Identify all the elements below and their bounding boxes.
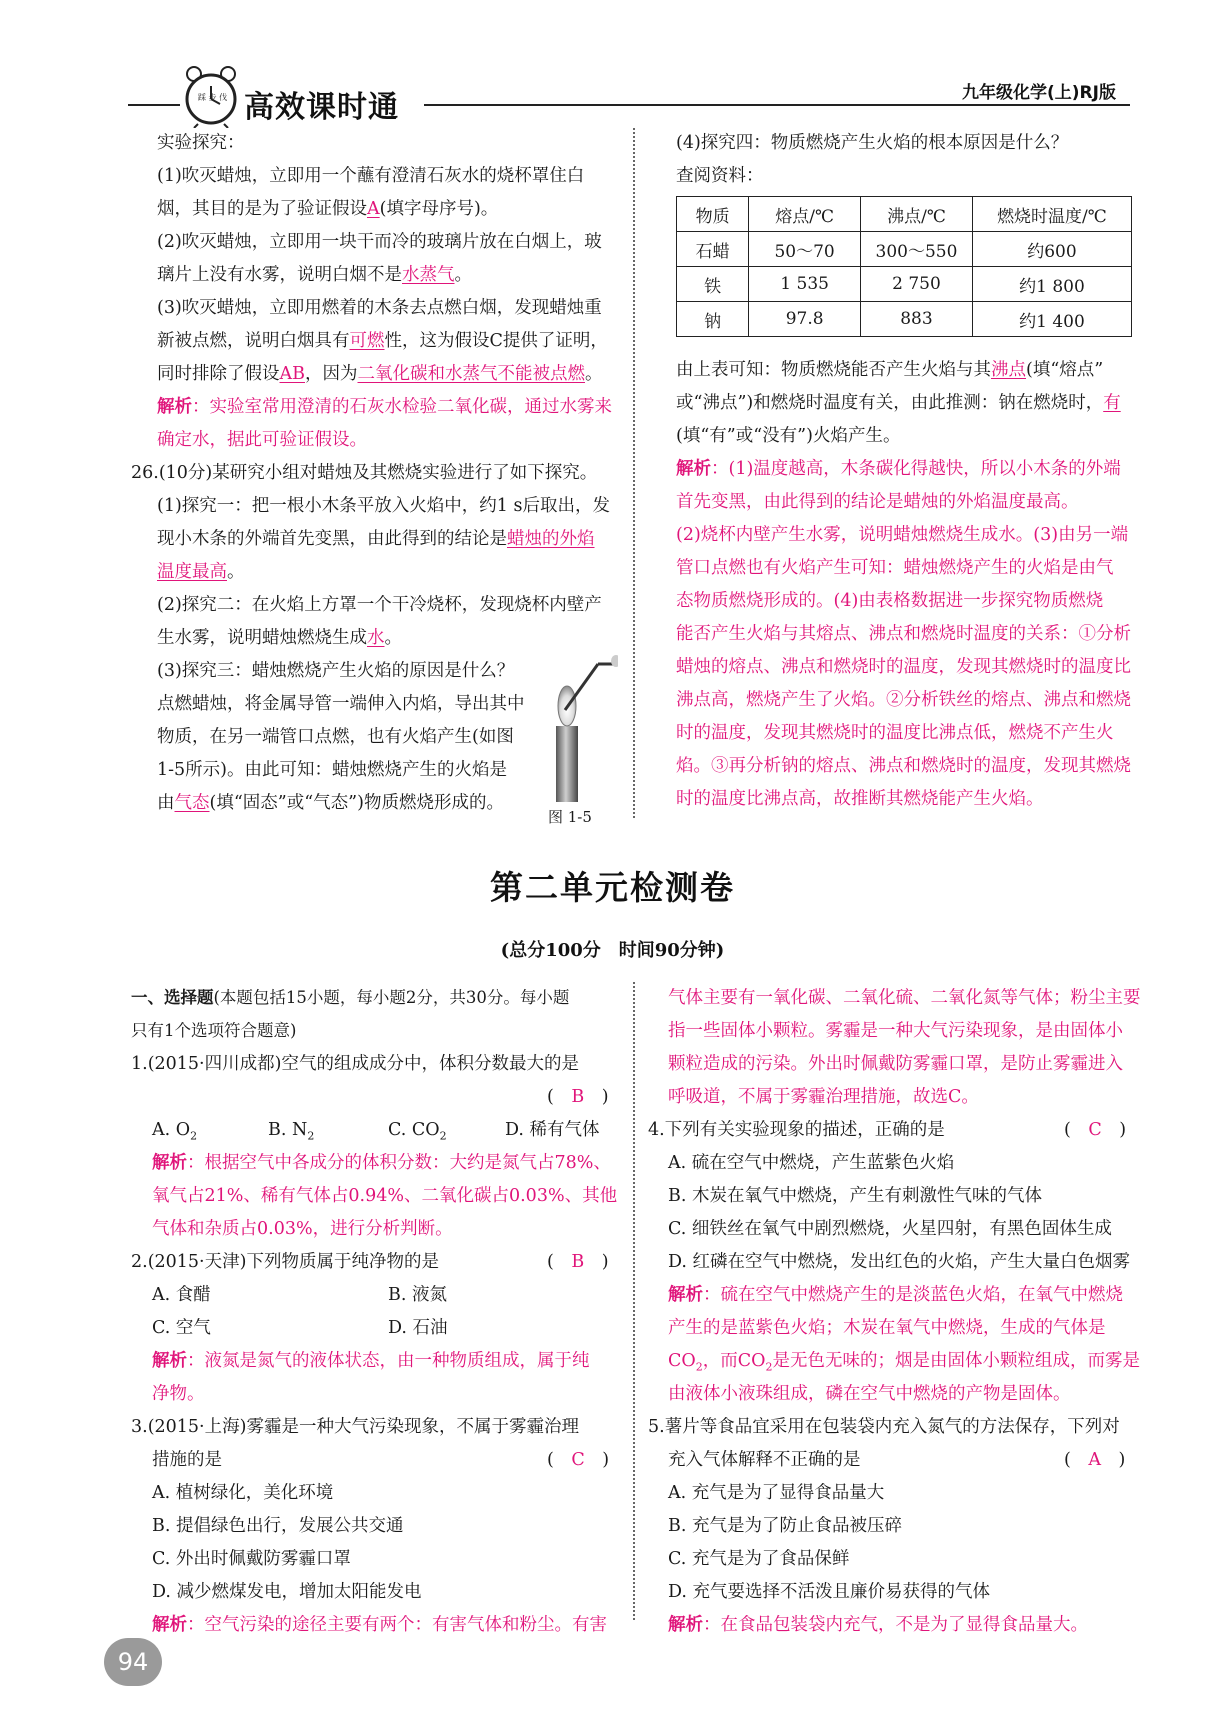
subscript: 2 [439, 1129, 447, 1143]
answer-fill: 蜡烛的外焰 [507, 529, 595, 549]
table-cell: 约1 400 [972, 302, 1131, 337]
answer-letter: A [1088, 1450, 1101, 1470]
question-4-stem: 4.下列有关实验现象的描述，正确的是 [648, 1120, 945, 1140]
option-d: D. 稀有气体 [505, 1120, 600, 1140]
analysis-label: 解析 [152, 1153, 187, 1173]
option-c [388, 1118, 447, 1149]
table-cell: 约600 [972, 232, 1131, 267]
table-header-cell: 沸点/℃ [861, 197, 973, 232]
header-line-left [128, 104, 180, 106]
analysis-label: 解析 [668, 1615, 703, 1635]
answer-fill: 有 [1103, 393, 1121, 413]
table-header-row [677, 197, 1132, 232]
text-line: (1)吹灭蜡烛，立即用一个蘸有澄清石灰水的烧杯罩住白 [157, 166, 585, 186]
table-header-cell: 燃烧时温度/℃ [972, 197, 1131, 232]
text: 。 [384, 628, 402, 648]
table-header-cell: 物质 [677, 197, 749, 232]
section-title: 第二单元检测卷 [490, 868, 735, 907]
analysis-line: 态物质燃烧形成的。(4)由表格数据进一步探究物质燃烧 [676, 591, 1104, 611]
text: C. CO [388, 1120, 440, 1140]
question-2-stem: 2.(2015·天津)下列物质属于纯净物的是 [131, 1252, 439, 1272]
figure-caption: 图 1-5 [548, 808, 592, 826]
analysis-line: 由液体小液珠组成，磷在空气中燃烧的产物是固体。 [668, 1384, 1071, 1404]
answer-fill: 沸点 [991, 360, 1026, 380]
text: ：(1)温度越高，木条碳化得越快，所以小木条的外端 [711, 459, 1121, 479]
option-b: B. 液氮 [388, 1285, 447, 1305]
text: 。 [227, 562, 245, 582]
candle-figure [538, 654, 618, 804]
text-line [157, 626, 402, 650]
text-line: 物质，在另一端管口点燃，也有火焰产生(如图 [157, 727, 514, 747]
analysis-line: 蜡烛的熔点、沸点和燃烧时的温度，发现其燃烧时的温度比 [676, 657, 1131, 677]
table-cell: 石蜡 [677, 232, 749, 267]
text: ，因为 [305, 364, 358, 384]
clock-text: 踩 步 伐 [198, 93, 228, 102]
answer-fill: A [367, 199, 380, 219]
option-a: A. 硫在空气中燃烧，产生蓝紫色火焰 [668, 1153, 955, 1173]
analysis-line: 指一些固体小颗粒。雾霾是一种大气污染现象，是由固体小 [668, 1021, 1123, 1041]
text: ：在食品包装袋内充气，不是为了显得食品量大。 [703, 1615, 1088, 1635]
analysis-line: 氧气占21%、稀有气体占0.94%、二氧化碳占0.03%、其他 [152, 1186, 618, 1206]
option-a: A. 植树绿化，美化环境 [152, 1483, 334, 1503]
text: (填“固态”或“气态”)物质燃烧形成的。 [209, 793, 504, 813]
table-cell: 97.8 [749, 302, 861, 337]
option-c: C. 外出时佩戴防雾霾口罩 [152, 1549, 351, 1569]
text: 是无色无味的；烟是由固体小颗粒组成，而雾是 [772, 1351, 1140, 1371]
option-b [268, 1118, 314, 1149]
analysis-line: 确定水，据此可验证假设。 [157, 430, 367, 450]
answer-bracket: ( B ) [547, 1252, 609, 1272]
analysis-line: 首先变黑，由此得到的结论是蜡烛的外焰温度最高。 [676, 492, 1079, 512]
question-3-stem: 3.(2015·上海)雾霾是一种大气污染现象，不属于雾霾治理 [131, 1417, 579, 1437]
option-a [152, 1118, 197, 1149]
text: 璃片上没有水雾，说明白烟不是 [157, 265, 402, 285]
edition-label: 九年级化学(上)RJ版 [962, 83, 1116, 103]
page-number: 94 [117, 1648, 149, 1676]
answer-letter: C [571, 1450, 585, 1470]
answer-bracket: ( A ) [1064, 1450, 1126, 1470]
answer-bracket: ( C ) [547, 1450, 610, 1470]
text: 。 [585, 364, 603, 384]
option-b: B. 木炭在氧气中燃烧，产生有刺激性气味的气体 [668, 1186, 1042, 1206]
analysis-line [152, 1151, 611, 1175]
text: ，而CO [702, 1351, 766, 1371]
text-line [157, 362, 603, 386]
text-line: 实验探究： [157, 133, 245, 153]
answer-fill: 气态 [174, 793, 210, 813]
column-divider-bottom [633, 982, 635, 1620]
option-d: D. 红磷在空气中燃烧，发出红色的火焰，产生大量白色烟雾 [668, 1252, 1131, 1272]
option-b: B. 充气是为了防止食品被压碎 [668, 1516, 902, 1536]
analysis-line [157, 395, 612, 419]
table-header-cell: 熔点/℃ [749, 197, 861, 232]
answer-bracket: ( C ) [1064, 1120, 1127, 1140]
text: ：硫在空气中燃烧产生的是淡蓝色火焰，在氧气中燃烧 [703, 1285, 1123, 1305]
option-d: D. 石油 [388, 1318, 448, 1338]
answer-fill: 二氧化碳和水蒸气不能被点燃 [357, 364, 585, 384]
text: ：空气污染的途径主要有两个：有害气体和粉尘。有害 [187, 1615, 607, 1635]
text: 同时排除了假设 [157, 364, 280, 384]
table-row [677, 232, 1132, 267]
analysis-line [152, 1349, 590, 1373]
text-line: (3)吹灭蜡烛，立即用燃着的木条去点燃白烟，发现蜡烛重 [157, 298, 602, 318]
text: (填字母序号)。 [379, 199, 499, 219]
text: 现小木条的外端首先变黑，由此得到的结论是 [157, 529, 507, 549]
option-d: D. 充气要选择不活泼且廉价易获得的气体 [668, 1582, 991, 1602]
analysis-line: 管口点燃也有火焰产生可知：蜡烛燃烧产生的火焰是由气 [676, 558, 1114, 578]
option-d: D. 减少燃煤发电，增加太阳能发电 [152, 1582, 422, 1602]
text-line [676, 358, 1103, 382]
text: 。 [454, 265, 472, 285]
analysis-label: 解析 [676, 459, 711, 479]
subscript: 2 [190, 1129, 198, 1143]
option-c: C. 充气是为了食品保鲜 [668, 1549, 850, 1569]
data-table [676, 196, 1132, 337]
answer-letter: B [571, 1252, 585, 1272]
table-row [677, 267, 1132, 302]
answer-fill: 水 [367, 628, 385, 648]
text: (填“熔点” [1026, 360, 1104, 380]
subscript: 2 [765, 1360, 773, 1374]
text-line [157, 527, 595, 551]
table-cell: 1 535 [749, 267, 861, 302]
text-line: 措施的是 [152, 1450, 222, 1470]
analysis-line: 时的温度比沸点高，故推断其燃烧能产生火焰。 [676, 789, 1044, 809]
table-cell: 铁 [677, 267, 749, 302]
analysis-label: 解析 [668, 1285, 703, 1305]
text-line: (1)探究一：把一根小木条平放入火焰中，约1 s后取出，发 [157, 496, 610, 516]
analysis-line: 气体主要有一氧化碳、二氧化硫、二氧化氮等气体；粉尘主要 [668, 988, 1141, 1008]
option-a: A. 食醋 [152, 1285, 211, 1305]
section-subtitle: (总分100分 时间90分钟) [500, 940, 725, 961]
column-divider-top [633, 128, 635, 818]
answer-fill: 温度最高 [157, 562, 227, 582]
analysis-line: 颗粒造成的污染。外出时佩戴防雾霾口罩，是防止雾霾进入 [668, 1054, 1123, 1074]
option-a: A. 充气是为了显得食品量大 [668, 1483, 885, 1503]
subscript: 2 [307, 1129, 315, 1143]
table-cell: 2 750 [861, 267, 973, 302]
analysis-line: 呼吸道，不属于雾霾治理措施，故选C。 [668, 1087, 979, 1107]
analysis-line: 沸点高，燃烧产生了火焰。②分析铁丝的熔点、沸点和燃烧 [676, 690, 1131, 710]
brand-title: 高效课时通 [244, 90, 399, 125]
answer-fill: 水蒸气 [402, 265, 455, 285]
question-1-stem: 1.(2015·四川成都)空气的组成成分中，体积分数最大的是 [131, 1054, 579, 1074]
clock-logo [180, 62, 242, 128]
analysis-line [676, 457, 1121, 481]
text: 新被点燃，说明白烟具有 [157, 331, 350, 351]
answer-letter: C [1088, 1120, 1102, 1140]
answer-fill: 可燃 [349, 331, 385, 351]
text: 或“沸点”)和燃烧时温度有关，由此推测：钠在燃烧时， [676, 393, 1104, 413]
header-line-right [424, 104, 1130, 106]
analysis-line [668, 1349, 1140, 1380]
answer-fill: AB [279, 364, 305, 384]
text-line: (4)探究四：物质燃烧产生火焰的根本原因是什么？ [676, 133, 1069, 153]
text: 生水雾，说明蜡烛燃烧生成 [157, 628, 367, 648]
question-5-stem: 5.薯片等食品宜采用在包装袋内充入氮气的方法保存，下列对 [648, 1417, 1120, 1437]
heading-label: 一、选择题 [131, 988, 214, 1007]
text: 烟，其目的是为了验证假设 [157, 199, 367, 219]
text: B. N [268, 1120, 308, 1140]
text-line: 只有1个选项符合题意) [131, 1021, 297, 1040]
analysis-label: 解析 [157, 397, 192, 417]
text-line [157, 263, 472, 287]
text-line: 充入气体解释不正确的是 [668, 1450, 861, 1470]
text-line: (2)探究二：在火焰上方罩一个干冷烧杯，发现烧杯内壁产 [157, 595, 602, 615]
text-line [157, 791, 504, 815]
analysis-line [668, 1283, 1123, 1307]
text: 由 [157, 793, 175, 813]
analysis-line: 焰。③再分析钠的熔点、沸点和燃烧时的温度，发现其燃烧 [676, 756, 1131, 776]
text: ：根据空气中各成分的体积分数：大约是氮气占78%、 [187, 1153, 611, 1173]
text: A. O [152, 1120, 191, 1140]
analysis-line: 能否产生火焰与其熔点、沸点和燃烧时温度的关系：①分析 [676, 624, 1131, 644]
text-line: (2)吹灭蜡烛，立即用一块干而冷的玻璃片放在白烟上，玻 [157, 232, 602, 252]
option-c: C. 细铁丝在氧气中剧烈燃烧，火星四射，有黑色固体生成 [668, 1219, 1112, 1239]
analysis-line: (2)烧杯内壁产生水雾，说明蜡烛燃烧生成水。(3)由另一端 [676, 525, 1129, 545]
table-row [677, 302, 1132, 337]
analysis-label: 解析 [152, 1351, 187, 1371]
text-line: 1-5所示)。由此可知：蜡烛燃烧产生的火焰是 [157, 760, 508, 780]
analysis-line: 气体和杂质占0.03%，进行分析判断。 [152, 1219, 453, 1239]
text-line [157, 197, 498, 221]
answer-bracket: ( B ) [547, 1087, 609, 1107]
analysis-line: 时的温度，发现其燃烧时的温度比沸点低，燃烧不产生火 [676, 723, 1114, 743]
text-line [157, 560, 245, 584]
question-stem: 26.(10分)某研究小组对蜡烛及其燃烧实验进行了如下探究。 [131, 463, 598, 483]
table-cell: 约1 800 [972, 267, 1131, 302]
table-cell: 300～550 [861, 232, 973, 267]
table-cell: 钠 [677, 302, 749, 337]
analysis-line: 净物。 [152, 1384, 205, 1404]
text: 由上表可知：物质燃烧能否产生火焰与其 [676, 360, 991, 380]
text-line: (3)探究三：蜡烛燃烧产生火焰的原因是什么？ [157, 661, 515, 681]
analysis-label: 解析 [152, 1615, 187, 1635]
text: ：实验室常用澄清的石灰水检验二氧化碳，通过水雾来 [192, 397, 612, 417]
text: ：液氮是氮气的液体状态，由一种物质组成，属于纯 [187, 1351, 590, 1371]
analysis-line: 产生的是蓝紫色火焰；木炭在氧气中燃烧，生成的气体是 [668, 1318, 1106, 1338]
subscript: 2 [695, 1360, 703, 1374]
option-c: C. 空气 [152, 1318, 211, 1338]
text-line: 查阅资料： [676, 166, 764, 186]
text: (本题包括15小题，每小题2分，共30分。每小题 [213, 988, 570, 1007]
text-line [157, 329, 608, 353]
analysis-line [668, 1613, 1088, 1637]
text: CO [668, 1351, 696, 1371]
section-heading [131, 986, 569, 1010]
text-line: 点燃蜡烛，将金属导管一端伸入内焰，导出其中 [157, 694, 525, 714]
table-cell: 883 [861, 302, 973, 337]
text-line: (填“有”或“没有”)火焰产生。 [676, 426, 901, 446]
page-number-badge [104, 1638, 162, 1686]
analysis-line [152, 1613, 607, 1637]
text-line [676, 391, 1121, 415]
answer-letter: B [571, 1087, 585, 1107]
table-cell: 50～70 [749, 232, 861, 267]
option-b: B. 提倡绿色出行，发展公共交通 [152, 1516, 404, 1536]
text: 性，这为假设C提供了证明， [384, 331, 608, 351]
